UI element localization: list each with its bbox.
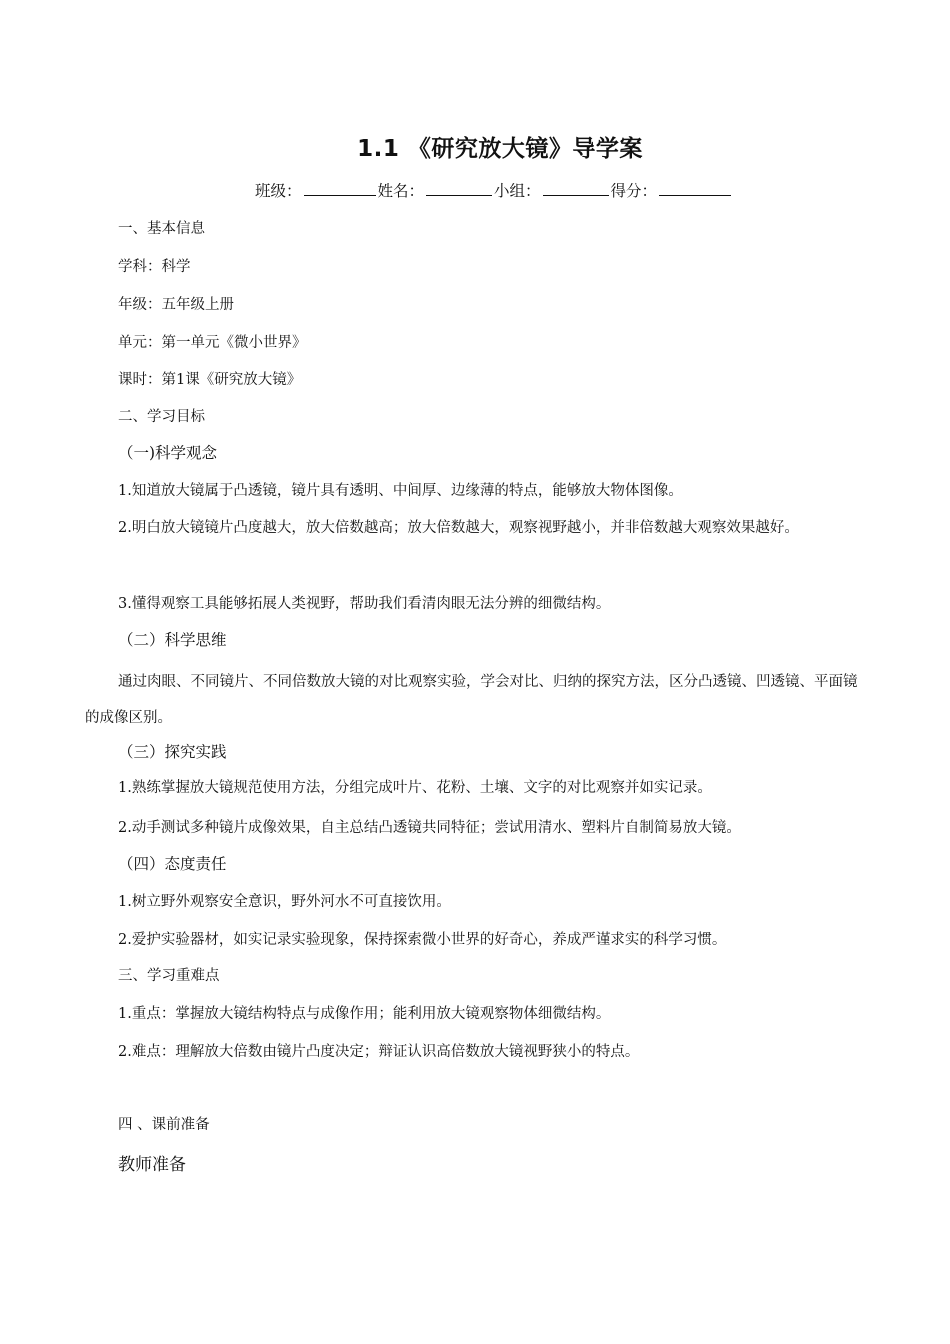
group-label: 小组： xyxy=(494,182,541,200)
goal-concept-heading: （一)科学观念 xyxy=(118,444,218,462)
lesson-line: 课时：第1课《研究放大镜》 xyxy=(118,372,302,388)
name-blank[interactable] xyxy=(426,178,492,196)
key-point-line: 1.重点：掌握放大镜结构特点与成像作用；能利用放大镜观察物体细微结构。 xyxy=(118,1006,611,1022)
score-label: 得分： xyxy=(610,182,658,200)
class-blank[interactable] xyxy=(304,178,376,196)
goal-practice-item-1: 1.熟练掌握放大镜规范使用方法，分组完成叶片、花粉、土壤、文字的对比观察并如实记录。 xyxy=(118,780,712,796)
page-title: 1.1 《研究放大镜》导学案 xyxy=(357,136,643,162)
score-blank[interactable] xyxy=(659,178,731,196)
goal-attitude-item-2: 2.爱护实验器材，如实记录实验现象，保持探索微小世界的好奇心，养成严谨求实的科学习惯。 xyxy=(118,932,727,948)
goal-practice-item-2: 2.动手测试多种镜片成像效果，自主总结凸透镜共同特征；尝试用清水、塑料片自制简易放大镜。 xyxy=(118,820,741,836)
goal-thinking-heading: （二）科学思维 xyxy=(118,631,227,649)
section-preparation-heading: 四 、课前准备 xyxy=(118,1117,210,1133)
unit-line: 单元：第一单元《微小世界》 xyxy=(118,335,307,351)
subject-line: 学科：科学 xyxy=(118,259,191,275)
section-objectives-heading: 二、学习目标 xyxy=(118,409,205,425)
goal-thinking-text: 通过肉眼、不同镜片、不同倍数放大镜的对比观察实验，学会对比、归纳的探究方法，区分凸透镜、凹透镜、平面镜的成像区别。 xyxy=(85,674,858,726)
student-info-row xyxy=(255,178,733,201)
difficult-point-line: 2.难点：理解放大倍数由镜片凸度决定；辩证认识高倍数放大镜视野狭小的特点。 xyxy=(118,1044,640,1060)
section-basic-info-heading: 一、基本信息 xyxy=(118,221,205,237)
class-label: 班级： xyxy=(255,182,302,200)
section-key-points-heading: 三、学习重难点 xyxy=(118,968,220,984)
goal-attitude-heading: （四）态度责任 xyxy=(118,855,227,873)
goal-attitude-item-1: 1.树立野外观察安全意识，野外河水不可直接饮用。 xyxy=(118,894,451,910)
goal-practice-heading: （三）探究实践 xyxy=(118,743,227,761)
teacher-preparation-label: 教师准备 xyxy=(118,1155,186,1175)
name-label: 姓名： xyxy=(377,182,425,200)
goal-concept-item-1: 1.知道放大镜属于凸透镜，镜片具有透明、中间厚、边缘薄的特点，能够放大物体图像。 xyxy=(118,483,683,499)
goal-concept-item-2: 2.明白放大镜镜片凸度越大，放大倍数越高；放大倍数越大，观察视野越小，并非倍数越大观察效果越好。 xyxy=(118,520,799,536)
grade-line: 年级：五年级上册 xyxy=(118,297,234,313)
group-blank[interactable] xyxy=(543,178,609,196)
goal-concept-item-3: 3.懂得观察工具能够拓展人类视野，帮助我们看清肉眼无法分辨的细微结构。 xyxy=(118,596,611,612)
